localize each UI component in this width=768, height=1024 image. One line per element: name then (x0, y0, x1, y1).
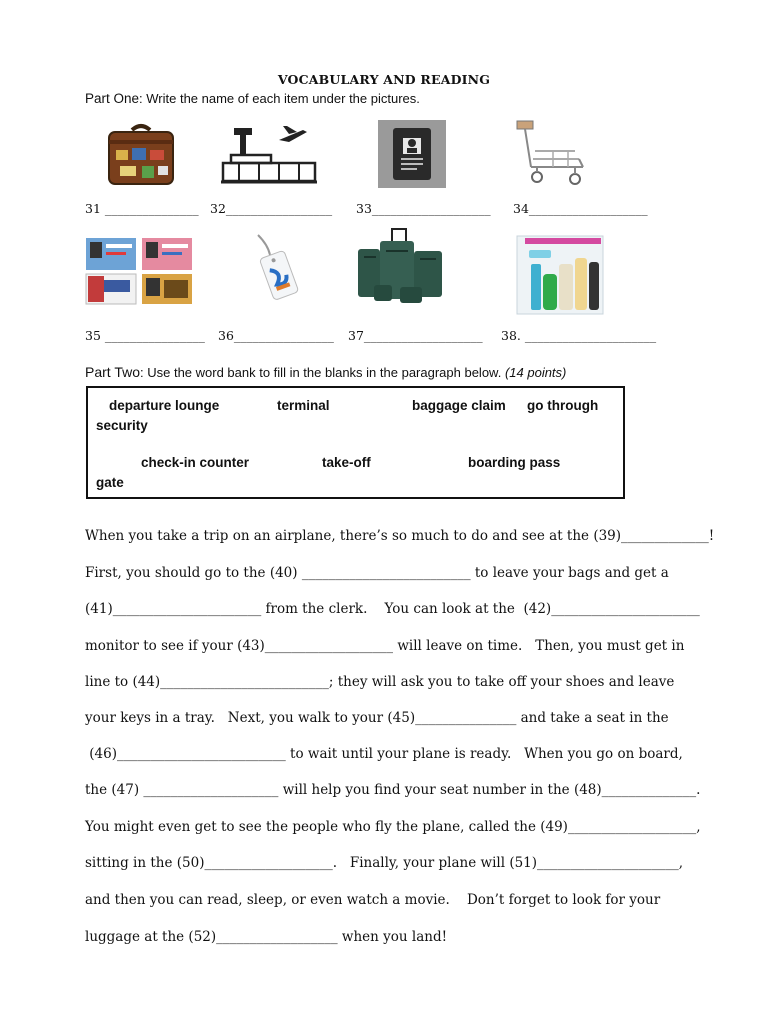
luggage-set-icon (354, 227, 448, 309)
blank-35[interactable]: 35 ________________ (85, 328, 205, 343)
blank-32[interactable]: 32_________________ (210, 201, 333, 216)
part-two-heading: Part Two (85, 364, 140, 380)
part-two-points: (14 points) (504, 365, 567, 380)
paragraph-line-6: your keys in a tray. Next, you walk to your (45)_______________ and take a seat in the (85, 710, 669, 726)
blank-34[interactable]: 34___________________ (513, 201, 648, 216)
boarding-pass-cards-icon (84, 236, 194, 306)
paragraph-line-12: luggage at the (52)__________________ when you land! (85, 929, 448, 945)
blank-33[interactable]: 33___________________ (356, 201, 491, 216)
blank-38[interactable]: 38. _____________________ (501, 328, 657, 343)
paragraph-line-5: line to (44)_________________________; they will ask you to take off your shoes and leave (85, 674, 675, 690)
paragraph-line-3: (41)______________________ from the clerk. You can look at the (42)______________________ (85, 601, 700, 617)
blank-31[interactable]: 31 _______________ (85, 201, 199, 216)
passport-icon (378, 120, 446, 188)
paragraph-line-2: First, you should go to the (40) _________________________ to leave your bags and get a (85, 565, 669, 581)
word-take-off: take-off (322, 455, 371, 470)
part-one-text: : Write the name of each item under the pictures. (139, 91, 420, 106)
page-title: VOCABULARY AND READING (277, 72, 491, 87)
suitcase-icon (106, 120, 176, 186)
paragraph-line-7: (46)_________________________ to wait until your plane is ready. When you go on board, (85, 746, 683, 762)
paragraph-line-1: When you take a trip on an airplane, there’s so much to do and see at the (39)_____________! (85, 528, 715, 544)
word-go-through: go through (527, 398, 599, 413)
word-security: security (96, 418, 148, 433)
paragraph-line-11: and then you can read, sleep, or even watch a movie. Don’t forget to look for your (85, 892, 661, 908)
word-baggage-claim: baggage claim (412, 398, 506, 413)
luggage-cart-icon (513, 119, 587, 191)
paragraph-line-10: sitting in the (50)___________________. Finally, your plane will (51)_____________________, (85, 855, 684, 871)
part-one-heading: Part One (85, 91, 140, 106)
airport-terminal-icon (219, 120, 319, 186)
paragraph-line-8: the (47) ____________________ will help you find your seat number in the (48)______________. (85, 782, 701, 798)
carry-on-liquids-bag-icon (513, 234, 605, 316)
paragraph-line-9: You might even get to see the people who fly the plane, called the (49)___________________, (85, 819, 701, 835)
word-gate: gate (96, 475, 124, 490)
blank-36[interactable]: 36________________ (218, 328, 334, 343)
word-check-in-counter: check-in counter (141, 455, 250, 470)
word-bank (86, 386, 625, 499)
word-departure-lounge: departure lounge (109, 398, 220, 413)
part-two-text: : Use the word bank to fill in the blanks in the paragraph below. (140, 365, 505, 380)
baggage-tag-icon (254, 233, 302, 303)
word-terminal: terminal (277, 398, 330, 413)
paragraph-line-4: monitor to see if your (43)___________________ will leave on time. Then, you must get in (85, 638, 685, 654)
part-one-instructions (85, 91, 420, 107)
word-boarding-pass: boarding pass (468, 455, 561, 470)
blank-37[interactable]: 37___________________ (348, 328, 483, 343)
part-two-instructions (85, 364, 566, 380)
